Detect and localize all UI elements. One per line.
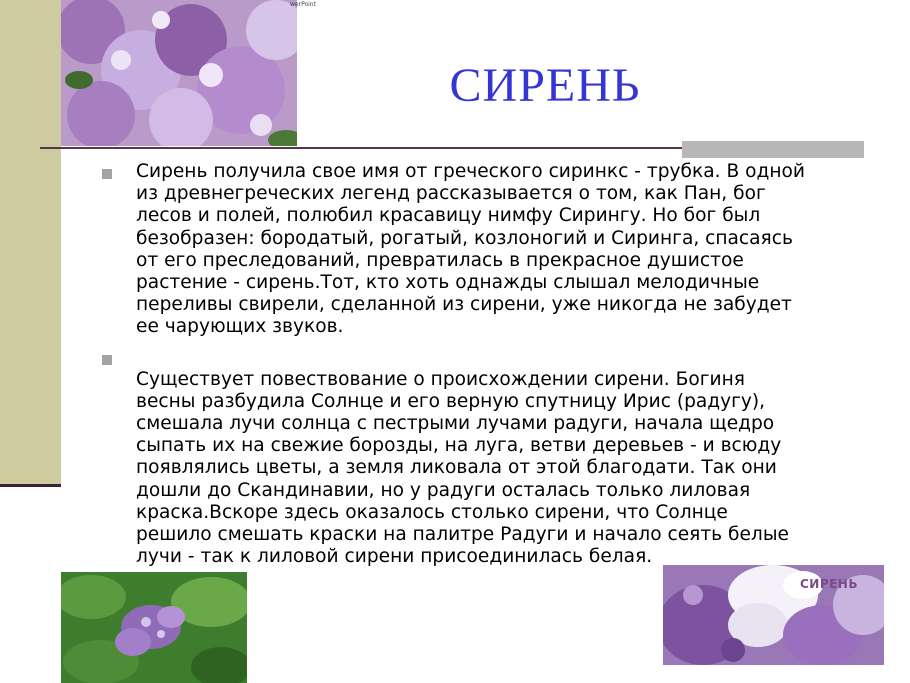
title-accent-bar [682,141,864,158]
lilac-photo-bottom-right [663,565,884,665]
photo-caption: СИРЕНЬ [799,577,858,591]
bullet-item [100,347,870,569]
square-bullet-icon [102,169,112,179]
left-band-divider [0,484,61,487]
top-caption: werPoint [290,1,316,8]
paragraph-origin-name: Сирень получила свое имя от греческого сиринкс - трубка. В одной из древнегреческих легенд рассказывается о том, как Пан, бог лесов и полей, полюбил красавицу нимфу Сирингу. Но бог был безобразен: бородатый, рогатый, козлоногий и Сиринга, спасаясь от его преследований, превратилась в прекрасное душистое растение - сирень.Тот, кто хоть однажды слышал мелодичные переливы свирели, сделанной из сирени, уже никогда не забудет ее чарующих звуков. [136,161,805,338]
slide-body [100,161,870,568]
paragraph-legend: Существует повествование о происхождении сирени. Богиня весны разбудила Солнце и его верную спутницу Ирис (радугу), смешала лучи солнца с пестрыми лучами радуги, начала щедро сыпать их на свежие борозды, на луга, ветви деревьев - и всюду появлялись цветы, а земля ликовала от этой благодати. Так они дошли до Скандинавии, но у радуги осталась только лиловая краска.Вскоре здесь оказалось столько сирени, что Солнце решило смешать краски на палитре Радуги и начало сеять белые лучи - так к лиловой сирени присоединилась белая. [136,368,789,568]
lilac-photo-bottom-left [61,572,247,683]
lilac-photo-top [61,0,297,146]
square-bullet-icon [102,355,112,365]
bullet-item [100,161,870,339]
page-title: СИРЕНЬ [449,59,641,112]
left-decor-band [0,0,61,486]
